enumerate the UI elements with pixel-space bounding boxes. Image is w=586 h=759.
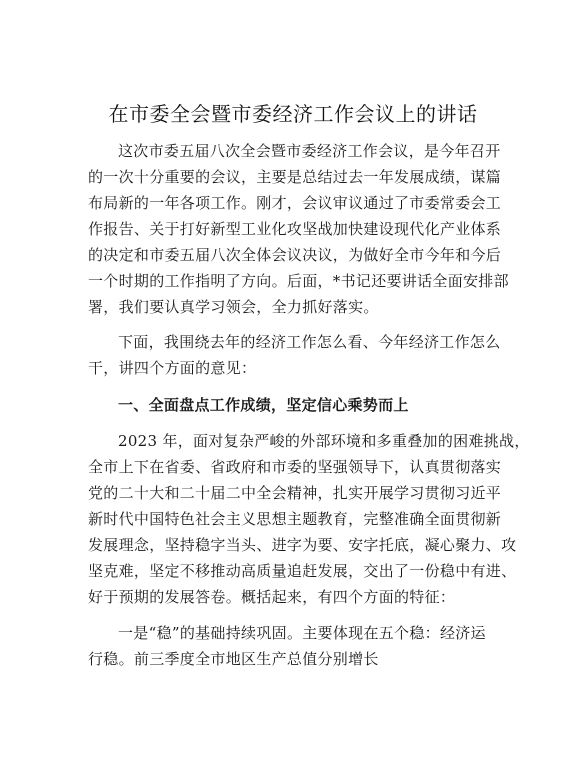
- paragraph-intro: [88, 138, 509, 320]
- text-line: 好于预期的发展答卷。概括起来，有四个方面的特征：: [88, 588, 456, 606]
- text-line: 署，我们要认真学习领会，全力抓好落实。: [88, 298, 379, 316]
- text-line: 全市上下在省委、省政府和市委的坚强领导下，认真贯彻落实: [88, 458, 502, 476]
- text-line: 作报告、关于打好新型工业化攻坚战加快建设现代化产业体系: [88, 220, 502, 238]
- heading-text: 一、全面盘点工作成绩，坚定信心乘势而上: [118, 396, 409, 414]
- section-heading: [88, 392, 496, 418]
- text-line: 这次市委五届八次全会暨市委经济工作会议，是今年召开: [118, 142, 501, 160]
- text-line: 的一次十分重要的会议，主要是总结过去一年发展成绩，谋篇: [88, 168, 502, 186]
- text-line: 布局新的一年各项工作。刚才，会议审议通过了市委常委会工: [88, 194, 502, 212]
- text-line: 发展理念，坚持稳字当头、进字为要、安字托底，凝心聚力、攻: [88, 536, 517, 554]
- paragraph-stability: [88, 620, 496, 672]
- paragraph-outline: [88, 329, 501, 381]
- paragraph-review: [88, 428, 530, 610]
- text-line: 党的二十大和二十届二中全会精神，扎实开展学习贯彻习近平: [88, 484, 502, 502]
- text-line: 干，讲四个方面的意见：: [88, 359, 257, 377]
- text-line: 一个时期的工作指明了方向。后面，*书记还要讲话全面安排部: [88, 272, 509, 290]
- text-line: 2023 年，面对复杂严峻的外部环境和多重叠加的困难挑战，: [118, 432, 530, 450]
- text-line: 坚克难，坚定不移推动高质量追赶发展，交出了一份稳中有进、: [88, 562, 517, 580]
- text-line: 新时代中国特色社会主义思想主题教育，完整准确全面贯彻新: [88, 510, 502, 528]
- text-line: 的决定和市委五届八次全体会议决议，为做好全市今年和今后: [88, 246, 502, 264]
- document-title: 在市委全会暨市委经济工作会议上的讲话: [108, 102, 478, 126]
- text-line: 下面，我围绕去年的经济工作怎么看、今年经济工作怎么: [118, 333, 501, 351]
- text-line: 行稳。前三季度全市地区生产总值分别增长: [88, 650, 379, 668]
- text-line: 一是“稳”的基础持续巩固。主要体现在五个稳：经济运: [118, 624, 486, 642]
